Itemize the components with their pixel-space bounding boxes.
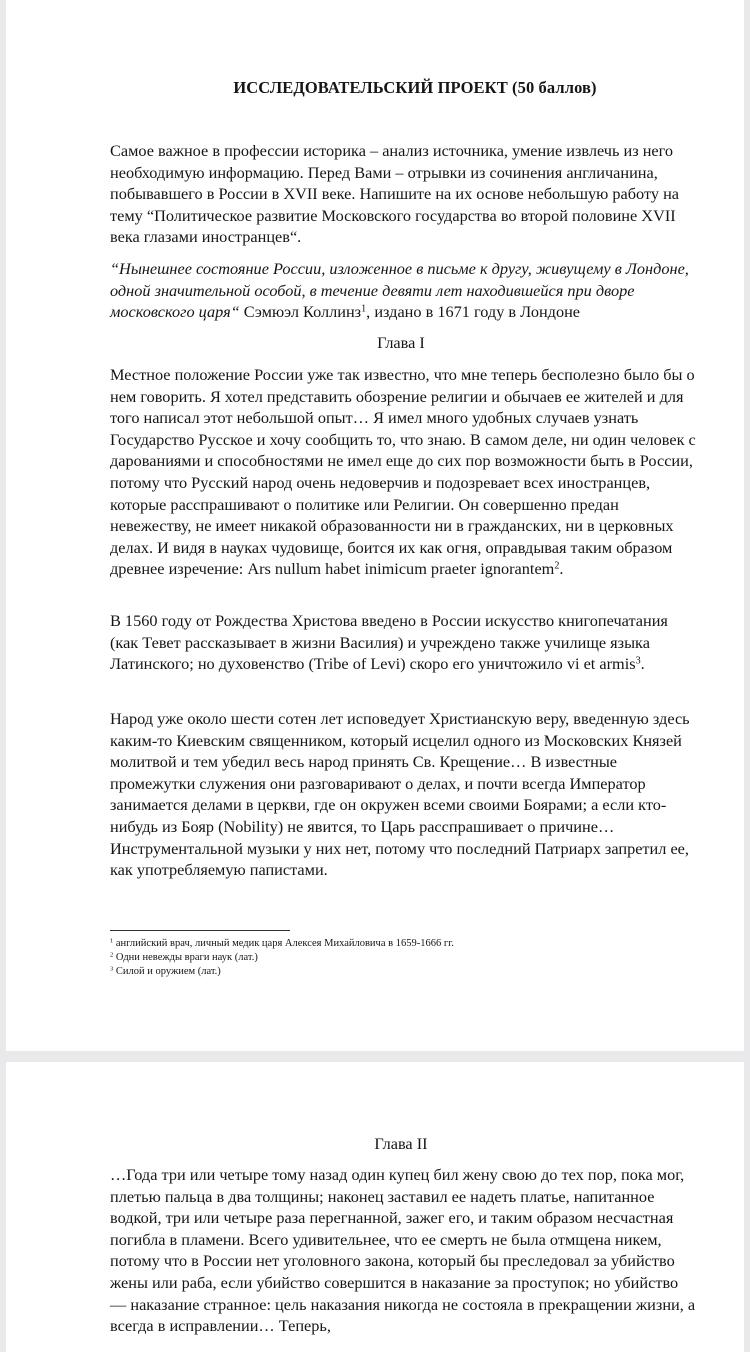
paragraph-2-text: В 1560 году от Рождества Христова введено в России искусство книгопечатания (как Тевет рассказывает в жизни Василия) и учреждено также училище языка Латинского; но духовенство (Tribe of Levi) скоро его уничтожило vi et armis xyxy=(110,611,668,674)
paragraph-1 xyxy=(110,364,698,580)
document-page-1 xyxy=(6,0,744,1051)
footnote-divider xyxy=(110,930,290,931)
footnote-2 xyxy=(110,951,690,965)
paragraph-4: …Года три или четыре тому назад один купец бил жену свою до тех пор, пока мог, плетью пальца в два толщины; наконец заставил ее надеть платье, напитанное водкой, три или четыре раза перегнанной, зажег его, и таким образом несчастная погибла в пламени. Всего удивительнее, что ее смерть не была отмщена никем, потому что в России нет уголовного закона, который бы преследовал за убийство жены или раба, если убийство совершится в наказание за проступок; но убийство — наказание странное: цель наказания никогда не состояла в прекращении жизни, а всегда в исправлении… Теперь, xyxy=(110,1165,696,1336)
footnote-3 xyxy=(110,965,690,979)
paragraph-2 xyxy=(110,610,698,675)
paragraph-1-text: Местное положение России уже так известно, что мне теперь бесполезно было бы о нем говорить. Я хотел представить обозрение религии и обычаев ее жителей и для того написал этот небольшой опыт… Я имел много удобных случаев узнать Государство Русское и хочу сообщить то, что знаю. В самом деле, ни один человек с дарованиями и способностями не имел еще до сих пор возможности быть в России, потому что Русский народ очень недоверчив и подозревает всех иностранцев, которые расспрашивают о политике или Религии. Он совершенно предан невежеству, не имеет никакой образованности ни в гражданских, ни в церковных делах. И видя в науках чудовище, боится их как огня, оправдывая таким образом древнее изречение: Ars nullum habet inimicum praeter ignorantem xyxy=(110,365,696,579)
paragraph-3: Народ уже около шести сотен лет исповедует Христианскую веру, введенную здесь каким-то Киевским священником, который исцелил одного из Московских Князей молитвой и тем убедил весь народ принять Св. Крещение… В известные промежутки служения они разговаривают о делах, и почти всегда Император занимается делами в церкви, где он окружен всеми своими Боярами; а если кто-нибудь из Бояр (Nobility) не явится, то Царь расспрашивает о причине… Инструментальной музыки у них нет, потому что последний Патриарх запретил ее, как употребляемую папистами. xyxy=(110,709,690,880)
source-title: “Нынешнее состояние России, изложенное в письме к другу, живущему в Лондоне, одной значительной особой, в течение девяти лет находившейся при дворе московского царя“ xyxy=(110,259,689,322)
footnote-text: Одни невежды враги наук (лат.) xyxy=(113,952,258,963)
paragraph-2-end: . xyxy=(640,654,645,674)
intro-paragraph: Самое важное в профессии историка – анализ источника, умение извлечь из него необходимую информацию. Перед Вами – отрывки из сочинения англичанина, побывавшего в России в XVII веке. Напишите на их основе небольшую работу на тему “Политическое развитие Московского государства во второй половине XVII века глазами иностранцев“. xyxy=(110,141,680,247)
footnote-ref-2: 2 xyxy=(554,560,560,572)
chapter-heading-1: Глава I xyxy=(377,333,425,352)
document-title: ИССЛЕДОВАТЕЛЬСКИЙ ПРОЕКТ (50 баллов) xyxy=(233,78,597,97)
footnote-ref-1: 1 xyxy=(361,303,367,315)
footnote-mark: 3 xyxy=(110,965,114,973)
footnote-text: английский врач, личный медик царя Алексея Михайловича в 1659-1666 гг. xyxy=(113,938,454,949)
footnote-mark: 1 xyxy=(110,937,114,945)
source-citation xyxy=(110,258,698,323)
chapter-heading-2: Глава II xyxy=(374,1134,428,1153)
footnote-ref-3: 3 xyxy=(635,655,641,667)
footnote-text: Силой и оружием (лат.) xyxy=(113,966,221,977)
paragraph-1-end: . xyxy=(559,559,564,579)
source-author: Сэмюэл Коллинз xyxy=(239,302,362,322)
footnote-mark: 2 xyxy=(110,951,114,959)
document-page-2 xyxy=(6,1062,744,1352)
footnote-1 xyxy=(110,937,690,951)
source-publication: , издано в 1671 году в Лондоне xyxy=(366,302,581,322)
footnotes-list xyxy=(110,937,690,979)
